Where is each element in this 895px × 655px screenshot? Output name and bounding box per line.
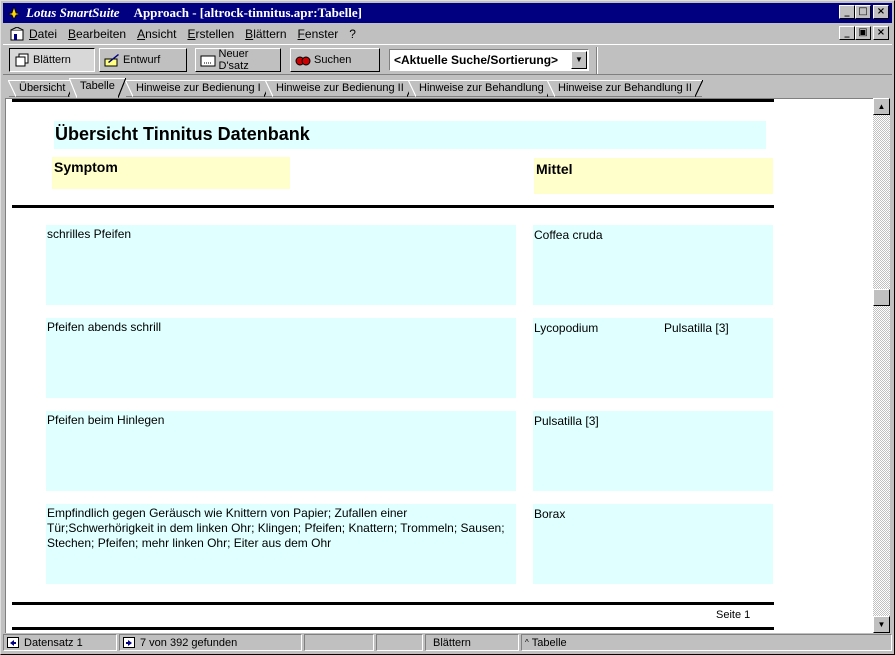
header-rule	[12, 205, 774, 208]
find-sort-select[interactable]	[389, 49, 589, 71]
menu-ansicht[interactable]: Ansicht	[137, 26, 177, 41]
doc-minimize-button[interactable]: _	[839, 26, 855, 40]
menu-bar	[3, 24, 892, 43]
status-record[interactable]	[3, 634, 117, 651]
doc-close-button[interactable]: ×	[873, 26, 889, 40]
dropdown-arrow-icon[interactable]: ▼	[571, 51, 587, 69]
remedy-primary: Coffea cruda	[534, 228, 603, 242]
tab-tabelle[interactable]: Tabelle	[70, 78, 125, 97]
doc-restore-button[interactable]: ▣	[855, 26, 871, 40]
app-name: Lotus SmartSuite	[26, 5, 120, 20]
tab-behandlung-1[interactable]: Hinweise zur Behandlung	[409, 80, 554, 97]
find-label: Suchen	[314, 54, 352, 66]
browse-icon	[13, 52, 31, 68]
report-title[interactable]: Übersicht Tinnitus Datenbank	[54, 121, 766, 149]
footer-rule	[12, 602, 774, 605]
remedy-secondary: Pulsatilla [3]	[664, 321, 729, 335]
symptom-field[interactable]: schrilles Pfeifen	[46, 225, 516, 305]
next-record-icon[interactable]	[123, 637, 135, 648]
status-panel-empty	[376, 634, 423, 651]
scroll-thumb[interactable]	[873, 289, 890, 306]
status-bar	[3, 634, 892, 652]
view-tabs	[3, 77, 892, 97]
remedy-primary: Lycopodium	[534, 321, 599, 335]
remedy-field[interactable]	[533, 411, 773, 491]
design-button[interactable]	[99, 48, 187, 72]
remedy-primary: Pulsatilla [3]	[534, 414, 599, 428]
browse-button[interactable]	[9, 48, 95, 72]
remedy-field[interactable]	[533, 318, 773, 398]
minimize-button[interactable]: _	[839, 5, 855, 19]
maximize-button[interactable]: □	[855, 5, 871, 19]
remedy-primary: Borax	[534, 507, 566, 521]
close-button[interactable]: ×	[873, 5, 889, 19]
menu-erstellen[interactable]: Erstellen	[187, 26, 235, 41]
design-label: Entwurf	[123, 54, 161, 66]
find-sort-value: <Aktuelle Suche/Sortierung>	[394, 53, 559, 67]
symptom-field[interactable]: Pfeifen abends schrill	[46, 318, 516, 398]
browse-label: Blättern	[33, 54, 71, 66]
symptom-field[interactable]: Pfeifen beim Hinlegen	[46, 411, 516, 491]
scroll-up-icon[interactable]: ▲	[873, 98, 890, 115]
vertical-scrollbar[interactable]	[873, 98, 890, 633]
menu-help[interactable]: ?	[349, 26, 356, 41]
new-record-icon	[199, 52, 217, 68]
header-symptom: Symptom	[52, 157, 290, 189]
remedy-field[interactable]	[533, 504, 773, 584]
status-view[interactable]	[521, 634, 892, 651]
status-found[interactable]	[119, 634, 302, 651]
bottom-rule	[12, 627, 774, 630]
window-title: Approach - [altrock-tinnitus.apr:Tabelle]	[133, 5, 362, 20]
menu-datei[interactable]: Datei	[29, 26, 58, 41]
header-remedy: Mittel	[534, 158, 773, 194]
lotus-app-icon	[6, 5, 22, 21]
caret-up-icon: ^	[525, 638, 529, 647]
tab-uebersicht[interactable]: Übersicht	[9, 80, 75, 97]
tab-behandlung-2[interactable]: Hinweise zur Behandlung II	[548, 80, 702, 97]
tab-bedienung-2[interactable]: Hinweise zur Bedienung II	[266, 80, 414, 97]
prev-record-icon[interactable]	[7, 637, 19, 648]
status-mode[interactable]	[425, 634, 519, 651]
status-panel-empty	[304, 634, 374, 651]
find-button[interactable]	[290, 48, 380, 72]
record-label: Datensatz 1	[24, 636, 83, 649]
action-bar	[3, 44, 892, 75]
scroll-down-icon[interactable]: ▼	[873, 616, 890, 633]
report-canvas	[5, 98, 873, 633]
page-number: Seite 1	[716, 609, 751, 621]
find-icon	[294, 52, 312, 68]
found-count: 7 von 392 gefunden	[140, 636, 238, 649]
top-rule	[12, 99, 774, 102]
symptom-field[interactable]: Empfindlich gegen Geräusch wie Knittern von Papier; Zufallen einer Tür;Schwerhörigkeit in dem linken Ohr; Klingen; Pfeifen; Knattern; Trommeln; Sausen; Stechen; Pfeifen; mehr linken Ohr; Eiter aus dem Ohr	[46, 504, 516, 584]
menu-fenster[interactable]: Fenster	[297, 26, 339, 41]
toolbar-separator	[596, 47, 598, 74]
menu-bearbeiten[interactable]: Bearbeiten	[68, 26, 127, 41]
remedy-field[interactable]	[533, 225, 773, 305]
new-record-button[interactable]	[195, 48, 281, 72]
mode-label: Blättern	[433, 636, 471, 649]
menu-blaettern[interactable]: Blättern	[245, 26, 287, 41]
design-icon	[103, 52, 121, 68]
view-label: Tabelle	[531, 636, 567, 649]
title-bar	[3, 3, 892, 23]
new-record-label: Neuer D'satz	[218, 48, 249, 72]
tab-bedienung-1[interactable]: Hinweise zur Bedienung I	[126, 80, 271, 97]
document-icon[interactable]	[9, 26, 25, 42]
